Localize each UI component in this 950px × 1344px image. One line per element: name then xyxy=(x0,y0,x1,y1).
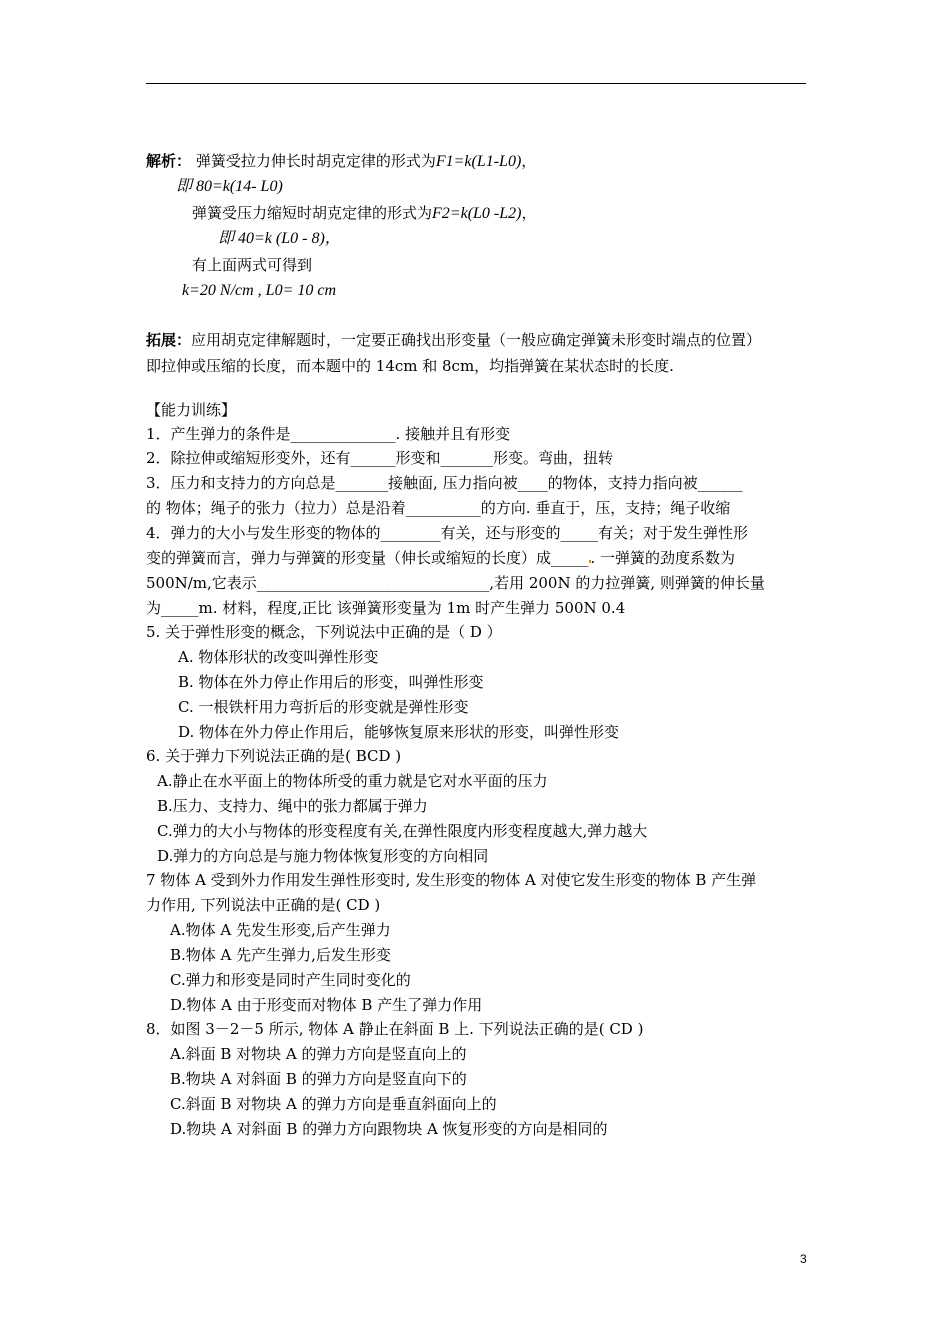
question-8: 8．如图 3－2－5 所示, 物体 A 静止在斜面 B 上. 下列说法正确的是( CD ) xyxy=(146,1020,644,1038)
analysis-line-2: 即 80=k(14- L0) xyxy=(176,178,283,195)
training-title: 【能力训练】 xyxy=(146,401,237,419)
question-8-option-d: D.物块 A 对斜面 B 的弹力方向跟物块 A 恢复形变的方向是相同的 xyxy=(170,1120,608,1138)
question-3-line-1: 3．压力和支持力的方向总是_______接触面, 压力指向被____的物体，支持力指向被______ xyxy=(146,474,743,492)
analysis-text-1: 弹簧受拉力伸长时胡克定律的形式为 xyxy=(195,152,436,170)
question-7-option-c: C.弹力和形变是同时产生同时变化的 xyxy=(170,971,411,989)
header-rule xyxy=(146,83,806,84)
question-8-option-b: B.物块 A 对斜面 B 的弹力方向是竖直向下的 xyxy=(170,1070,467,1088)
question-2: 2．除拉伸或缩短形变外，还有______形变和_______形变。弯曲，扭转 xyxy=(146,449,614,467)
analysis-line-5: 有上面两式可得到 xyxy=(192,256,313,274)
question-7-line-2: 力作用, 下列说法中正确的是( CD ) xyxy=(146,896,381,914)
question-6-option-a: A.静止在水平面上的物体所受的重力就是它对水平面的压力 xyxy=(157,772,548,790)
analysis-head: 解析 xyxy=(146,152,177,170)
question-5-option-c: C. 一根铁杆用力弯折后的形变就是弹性形变 xyxy=(178,698,469,716)
analysis-line-4: 即 40=k (L0 - 8)， xyxy=(218,230,341,247)
question-7-option-d: D.物体 A 由于形变而对物体 B 产生了弹力作用 xyxy=(170,996,483,1014)
question-4-line-4: 为_____m. 材料，程度,正比 该弹簧形变量为 1m 时产生弹力 500N 0.4 xyxy=(146,599,626,617)
question-5-option-a: A. 物体形状的改变叫弹性形变 xyxy=(178,648,379,666)
question-4-line-2: 变的弹簧而言，弹力与弹簧的形变量（伸长或缩短的长度）成_____ . 一弹簧的劲度系数为 xyxy=(146,549,736,567)
question-6: 6. 关于弹力下列说法正确的是( BCD ) xyxy=(146,747,402,765)
question-4-line-1: 4．弹力的大小与发生形变的物体的________有关，还与形变的_____有关；对于发生弹性形 xyxy=(146,524,749,542)
extension-line-2: 即拉伸或压缩的长度，而本题中的 14cm 和 8cm，均指弹簧在某状态时的长度. xyxy=(146,357,674,375)
page-number: 3 xyxy=(800,1252,807,1266)
question-6-option-d: D.弹力的方向总是与施力物体恢复形变的方向相同 xyxy=(157,847,489,865)
question-7-line-1: 7 物体 A 受到外力作用发生弹性形变时, 发生形变的物体 A 对使它发生形变的物体 B 产生弹 xyxy=(146,871,757,889)
question-5-option-d: D. 物体在外力停止作用后，能够恢复原来形状的形变，叫弹性形变 xyxy=(178,723,620,741)
analysis-line-3: 弹簧受压力缩短时胡克定律的形式为F2=k(L0 -L2)， xyxy=(192,204,537,222)
question-4-line-3: 500N/m,它表示_______________________________,若用 200N 的力拉弹簧, 则弹簧的伸长量 xyxy=(146,574,765,592)
question-5: 5. 关于弹性形变的概念，下列说法中正确的是（ D ） xyxy=(146,623,502,641)
question-6-option-b: B.压力、支持力、绳中的张力都属于弹力 xyxy=(157,797,428,815)
analysis-line-6: k=20 N/cm , L0= 10 cm xyxy=(182,282,337,299)
question-1: 1．产生弹力的条件是______________. 接触并且有形变 xyxy=(146,425,511,443)
question-5-option-b: B. 物体在外力停止作用后的形变，叫弹性形变 xyxy=(178,673,484,691)
formula-f2: F2=k(L0 -L2) xyxy=(432,205,522,222)
analysis-line-1: 解析： 弹簧受拉力伸长时胡克定律的形式为F1=k(L1-L0)， xyxy=(146,152,537,170)
question-3-line-2: 的 物体；绳子的张力（拉力）总是沿着__________的方向. 垂直于，压，支持；绳子收缩 xyxy=(146,499,731,517)
question-7-option-b: B.物体 A 先产生弹力,后发生形变 xyxy=(170,946,391,964)
question-8-option-c: C.斜面 B 对物块 A 的弹力方向是垂直斜面向上的 xyxy=(170,1095,497,1113)
extension-line-1: 拓展：应用胡克定律解题时，一定要正确找出形变量（一般应确定弹簧未形变时端点的位置） xyxy=(146,331,762,349)
formula-f1: F1=k(L1-L0) xyxy=(435,153,522,170)
extension-head: 拓展 xyxy=(146,331,177,349)
question-8-option-a: A.斜面 B 对物块 A 的弹力方向是竖直向上的 xyxy=(170,1045,467,1063)
question-7-option-a: A.物体 A 先发生形变,后产生弹力 xyxy=(170,921,391,939)
question-6-option-c: C.弹力的大小与物体的形变程度有关,在弹性限度内形变程度越大,弹力越大 xyxy=(157,822,648,840)
